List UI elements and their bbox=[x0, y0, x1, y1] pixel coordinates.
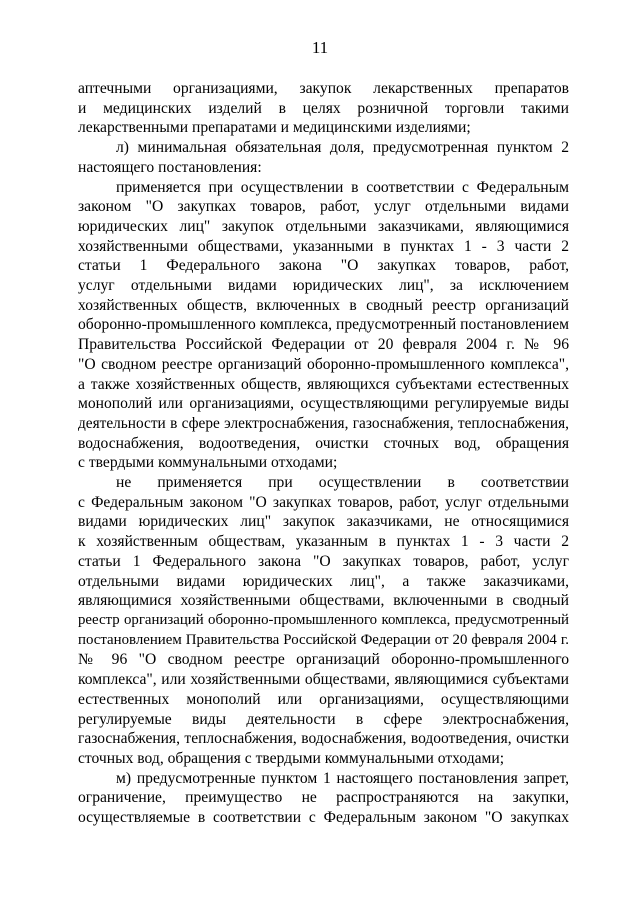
text-line: видами юридических лиц" закупок заказчиками, не относящимися bbox=[78, 513, 569, 531]
text-line: с твердыми коммунальными отходами; bbox=[78, 454, 338, 472]
document-body bbox=[78, 79, 569, 828]
text-line: аптечными организациями, закупок лекарственных препаратов bbox=[78, 80, 569, 97]
text-line: хозяйственными обществами, указанными в пунктах 1 - 3 части 2 bbox=[78, 237, 569, 255]
text-line: деятельности в сфере электроснабжения, газоснабжения, теплоснабжения, bbox=[78, 414, 569, 432]
text-line: юридических лиц" закупок отдельными заказчиками, являющимися bbox=[78, 217, 569, 235]
text-line: Правительства Российской Федерации от 20 февраля 2004 г. № 96 bbox=[78, 336, 569, 354]
paragraph-item-l bbox=[78, 138, 569, 177]
text-line: и медицинских изделий в целях розничной торговли такими bbox=[78, 99, 569, 117]
text-line: к хозяйственным обществам, указанным в пунктах 1 - 3 части 2 bbox=[78, 533, 569, 551]
text-line: естественных монополий или организациями, осуществляющими bbox=[78, 690, 569, 708]
text-line: хозяйственных обществ, включенных в сводный реестр организаций bbox=[78, 296, 569, 314]
text-line: сточных вод, обращения с твердыми коммунальными отходами; bbox=[78, 749, 505, 767]
text-line: а также хозяйственных обществ, являющихся субъектами естественных bbox=[78, 375, 569, 393]
text-line: осуществляемые в соответствии с Федеральным законом "О закупках bbox=[78, 809, 569, 827]
text-line: услуг отдельными видами юридических лиц", за исключением bbox=[78, 277, 569, 295]
text-line: не применяется при осуществлении в соответствии bbox=[116, 474, 569, 492]
text-line: с Федеральным законом "О закупках товаров, работ, услуг отдельными bbox=[78, 493, 569, 511]
paragraph-item-m bbox=[78, 769, 569, 828]
text-line: л) минимальная обязательная доля, предусмотренная пунктом 2 bbox=[116, 139, 569, 157]
text-line: газоснабжения, теплоснабжения, водоснабжения, водоотведения, очистки bbox=[78, 730, 569, 748]
text-line: комплекса", или хозяйственными обществами, являющимися субъектами bbox=[78, 671, 569, 689]
text-line: № 96 "О сводном реестре организаций оборонно-промышленного bbox=[78, 651, 569, 669]
paragraph-applies bbox=[78, 178, 569, 474]
text-line: лекарственными препаратами и медицинскими изделиями; bbox=[78, 119, 471, 137]
text-line: "О сводном реестре организаций оборонно-промышленного комплекса", bbox=[78, 355, 569, 373]
text-line: законом "О закупках товаров, работ, услуг отдельными видами bbox=[78, 198, 569, 216]
text-line: постановлением Правительства Российской Федерации от 20 февраля 2004 г. bbox=[78, 631, 569, 648]
text-line: ограничение, преимущество не распространяются на закупки, bbox=[78, 789, 569, 807]
paragraph-pharmacy-continuation bbox=[78, 79, 569, 138]
text-line: водоснабжения, водоотведения, очистки сточных вод, обращения bbox=[78, 434, 569, 452]
text-line: оборонно-промышленного комплекса, предусмотренный постановлением bbox=[78, 316, 569, 334]
text-line: являющимися хозяйственными обществами, включенными в сводный bbox=[78, 592, 569, 610]
text-line: реестр организаций оборонно-промышленного комплекса, предусмотренный bbox=[78, 611, 569, 628]
text-line: статьи 1 Федерального закона "О закупках товаров, работ, bbox=[78, 257, 569, 275]
page-number: 11 bbox=[311, 38, 329, 57]
text-line: настоящего постановления: bbox=[78, 158, 262, 176]
text-line: статьи 1 Федерального закона "О закупках товаров, работ, услуг bbox=[78, 552, 569, 570]
text-line: применяется при осуществлении в соответствии с Федеральным bbox=[116, 178, 569, 196]
text-line: м) предусмотренные пунктом 1 настоящего постановления запрет, bbox=[116, 769, 569, 787]
text-line: регулируемые виды деятельности в сфере электроснабжения, bbox=[78, 710, 569, 728]
text-line: отдельными видами юридических лиц", а также заказчиками, bbox=[78, 572, 569, 590]
paragraph-not-applies bbox=[78, 473, 569, 769]
text-line: монополий или организациями, осуществляющими регулируемые виды bbox=[78, 395, 569, 413]
